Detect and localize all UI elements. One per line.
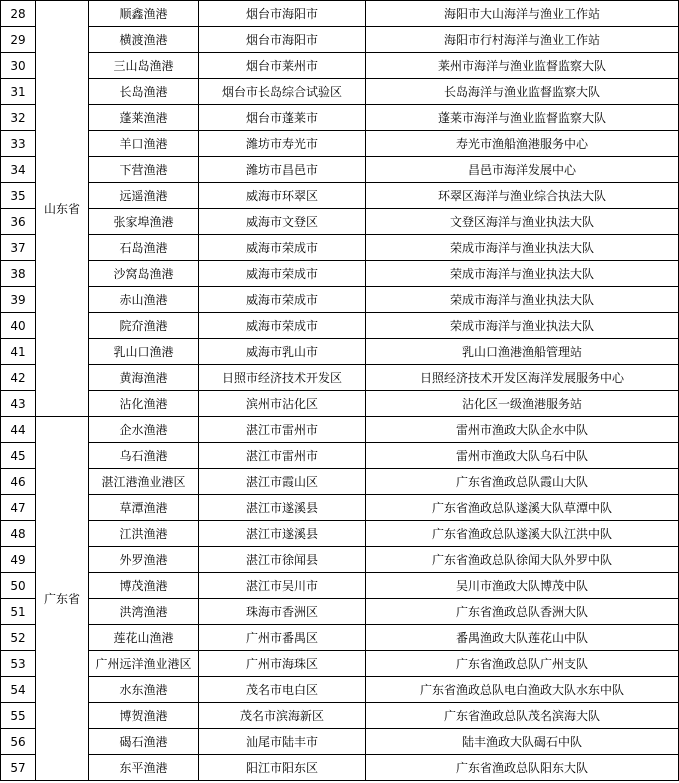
supervising-agency: 广东省渔政总队电白渔政大队水东中队	[366, 677, 679, 703]
table-row	[1, 469, 679, 495]
table-row	[1, 313, 679, 339]
port-name: 赤山渔港	[89, 287, 199, 313]
port-location: 日照市经济技术开发区	[199, 365, 366, 391]
row-number: 35	[1, 183, 36, 209]
port-location: 湛江市吴川市	[199, 573, 366, 599]
supervising-agency: 蓬莱市海洋与渔业监督监察大队	[366, 105, 679, 131]
supervising-agency: 沾化区一级渔港服务站	[366, 391, 679, 417]
table-row	[1, 521, 679, 547]
table-row	[1, 287, 679, 313]
port-location: 滨州市沾化区	[199, 391, 366, 417]
port-name: 张家埠渔港	[89, 209, 199, 235]
port-name: 横渡渔港	[89, 27, 199, 53]
row-number: 46	[1, 469, 36, 495]
row-number: 42	[1, 365, 36, 391]
row-number: 54	[1, 677, 36, 703]
table-row	[1, 105, 679, 131]
table-row	[1, 79, 679, 105]
port-location: 威海市环翠区	[199, 183, 366, 209]
row-number: 29	[1, 27, 36, 53]
port-name: 蓬莱渔港	[89, 105, 199, 131]
row-number: 28	[1, 1, 36, 27]
supervising-agency: 雷州市渔政大队乌石中队	[366, 443, 679, 469]
table-row	[1, 599, 679, 625]
row-number: 34	[1, 157, 36, 183]
port-location: 湛江市雷州市	[199, 417, 366, 443]
table-row	[1, 495, 679, 521]
province-cell: 广东省	[36, 417, 89, 781]
row-number: 53	[1, 651, 36, 677]
port-location: 广州市海珠区	[199, 651, 366, 677]
port-name: 院夼渔港	[89, 313, 199, 339]
port-name: 草潭渔港	[89, 495, 199, 521]
port-location: 湛江市雷州市	[199, 443, 366, 469]
supervising-agency: 乳山口渔港渔船管理站	[366, 339, 679, 365]
supervising-agency: 吴川市渔政大队博茂中队	[366, 573, 679, 599]
port-name: 沾化渔港	[89, 391, 199, 417]
table-row	[1, 27, 679, 53]
supervising-agency: 日照经济技术开发区海洋发展服务中心	[366, 365, 679, 391]
table-row	[1, 1, 679, 27]
port-location: 湛江市遂溪县	[199, 495, 366, 521]
supervising-agency: 陆丰渔政大队碣石中队	[366, 729, 679, 755]
port-name: 顺鑫渔港	[89, 1, 199, 27]
port-name: 乳山口渔港	[89, 339, 199, 365]
supervising-agency: 长岛海洋与渔业监督监察大队	[366, 79, 679, 105]
supervising-agency: 雷州市渔政大队企水中队	[366, 417, 679, 443]
supervising-agency: 荣成市海洋与渔业执法大队	[366, 261, 679, 287]
table-body	[1, 1, 679, 781]
province-cell: 山东省	[36, 1, 89, 417]
table-row	[1, 677, 679, 703]
table-row	[1, 131, 679, 157]
row-number: 36	[1, 209, 36, 235]
supervising-agency: 广东省渔政总队茂名滨海大队	[366, 703, 679, 729]
port-name: 沙窝岛渔港	[89, 261, 199, 287]
port-location: 湛江市霞山区	[199, 469, 366, 495]
port-location: 烟台市海阳市	[199, 27, 366, 53]
supervising-agency: 莱州市海洋与渔业监督监察大队	[366, 53, 679, 79]
port-name: 莲花山渔港	[89, 625, 199, 651]
row-number: 41	[1, 339, 36, 365]
port-location: 烟台市长岛综合试验区	[199, 79, 366, 105]
port-location: 烟台市蓬莱市	[199, 105, 366, 131]
port-location: 威海市文登区	[199, 209, 366, 235]
port-location: 威海市荣成市	[199, 235, 366, 261]
port-name: 广州远洋渔业港区	[89, 651, 199, 677]
port-location: 湛江市徐闻县	[199, 547, 366, 573]
port-name: 博贺渔港	[89, 703, 199, 729]
row-number: 48	[1, 521, 36, 547]
row-number: 57	[1, 755, 36, 781]
port-name: 江洪渔港	[89, 521, 199, 547]
port-name: 水东渔港	[89, 677, 199, 703]
supervising-agency: 番禺渔政大队莲花山中队	[366, 625, 679, 651]
supervising-agency: 昌邑市海洋发展中心	[366, 157, 679, 183]
row-number: 51	[1, 599, 36, 625]
table-row	[1, 573, 679, 599]
port-location: 汕尾市陆丰市	[199, 729, 366, 755]
table-row	[1, 209, 679, 235]
supervising-agency: 环翠区海洋与渔业综合执法大队	[366, 183, 679, 209]
table-row	[1, 755, 679, 781]
port-location: 茂名市滨海新区	[199, 703, 366, 729]
table-row	[1, 365, 679, 391]
row-number: 47	[1, 495, 36, 521]
supervising-agency: 广东省渔政总队霞山大队	[366, 469, 679, 495]
row-number: 43	[1, 391, 36, 417]
table-row	[1, 729, 679, 755]
row-number: 30	[1, 53, 36, 79]
port-location: 烟台市莱州市	[199, 53, 366, 79]
port-location: 威海市荣成市	[199, 313, 366, 339]
table-row	[1, 339, 679, 365]
table-row	[1, 157, 679, 183]
port-name: 博茂渔港	[89, 573, 199, 599]
table-row	[1, 703, 679, 729]
port-name: 下营渔港	[89, 157, 199, 183]
port-location: 珠海市香洲区	[199, 599, 366, 625]
port-location: 潍坊市寿光市	[199, 131, 366, 157]
table-row	[1, 235, 679, 261]
row-number: 38	[1, 261, 36, 287]
supervising-agency: 海阳市大山海洋与渔业工作站	[366, 1, 679, 27]
port-location: 茂名市电白区	[199, 677, 366, 703]
port-name: 碣石渔港	[89, 729, 199, 755]
row-number: 39	[1, 287, 36, 313]
port-location: 威海市乳山市	[199, 339, 366, 365]
row-number: 37	[1, 235, 36, 261]
table-row	[1, 417, 679, 443]
port-name: 远遥渔港	[89, 183, 199, 209]
port-name: 东平渔港	[89, 755, 199, 781]
supervising-agency: 广东省渔政总队广州支队	[366, 651, 679, 677]
port-location: 广州市番禺区	[199, 625, 366, 651]
port-name: 企水渔港	[89, 417, 199, 443]
row-number: 40	[1, 313, 36, 339]
port-location: 湛江市遂溪县	[199, 521, 366, 547]
supervising-agency: 海阳市行村海洋与渔业工作站	[366, 27, 679, 53]
port-name: 乌石渔港	[89, 443, 199, 469]
supervising-agency: 荣成市海洋与渔业执法大队	[366, 235, 679, 261]
supervising-agency: 寿光市渔船渔港服务中心	[366, 131, 679, 157]
row-number: 44	[1, 417, 36, 443]
port-location: 阳江市阳东区	[199, 755, 366, 781]
supervising-agency: 荣成市海洋与渔业执法大队	[366, 287, 679, 313]
row-number: 55	[1, 703, 36, 729]
supervising-agency: 广东省渔政总队遂溪大队江洪中队	[366, 521, 679, 547]
port-name: 洪湾渔港	[89, 599, 199, 625]
port-name: 湛江港渔业港区	[89, 469, 199, 495]
row-number: 31	[1, 79, 36, 105]
row-number: 49	[1, 547, 36, 573]
supervising-agency: 荣成市海洋与渔业执法大队	[366, 313, 679, 339]
table-row	[1, 261, 679, 287]
supervising-agency: 广东省渔政总队阳东大队	[366, 755, 679, 781]
port-name: 黄海渔港	[89, 365, 199, 391]
table-row	[1, 443, 679, 469]
port-location: 威海市荣成市	[199, 261, 366, 287]
table-row	[1, 53, 679, 79]
port-location: 烟台市海阳市	[199, 1, 366, 27]
supervising-agency: 广东省渔政总队徐闻大队外罗中队	[366, 547, 679, 573]
table-row	[1, 183, 679, 209]
table-row	[1, 547, 679, 573]
table-row	[1, 391, 679, 417]
supervising-agency: 文登区海洋与渔业执法大队	[366, 209, 679, 235]
supervising-agency: 广东省渔政总队香洲大队	[366, 599, 679, 625]
row-number: 32	[1, 105, 36, 131]
port-name: 长岛渔港	[89, 79, 199, 105]
supervising-agency: 广东省渔政总队遂溪大队草潭中队	[366, 495, 679, 521]
row-number: 45	[1, 443, 36, 469]
port-name: 羊口渔港	[89, 131, 199, 157]
port-location: 潍坊市昌邑市	[199, 157, 366, 183]
row-number: 52	[1, 625, 36, 651]
port-name: 外罗渔港	[89, 547, 199, 573]
port-name: 三山岛渔港	[89, 53, 199, 79]
port-location: 威海市荣成市	[199, 287, 366, 313]
port-name: 石岛渔港	[89, 235, 199, 261]
row-number: 33	[1, 131, 36, 157]
table-row	[1, 651, 679, 677]
row-number: 56	[1, 729, 36, 755]
table-row	[1, 625, 679, 651]
row-number: 50	[1, 573, 36, 599]
